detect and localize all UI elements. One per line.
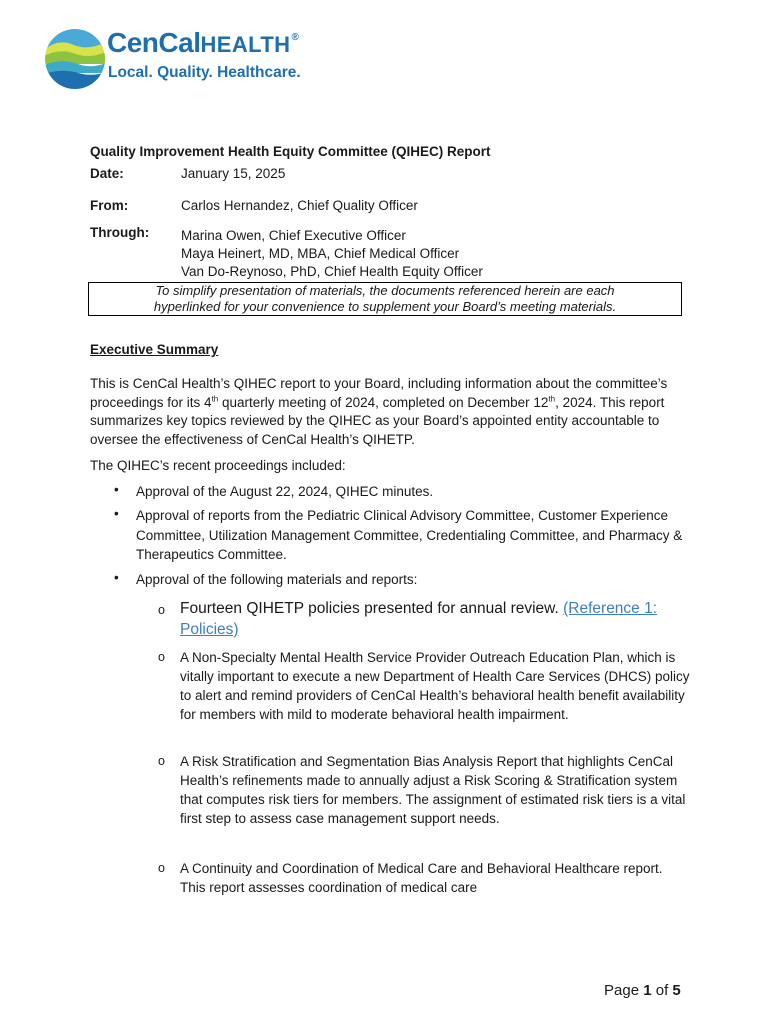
executive-summary-heading: Executive Summary xyxy=(90,342,219,357)
logo-health-text: HEALTH xyxy=(200,32,291,57)
through-label: Through: xyxy=(90,225,150,240)
bullet-marker: • xyxy=(114,482,119,497)
summary-paragraph xyxy=(90,375,690,450)
wave-logo-icon xyxy=(44,28,106,90)
cencal-health-logo xyxy=(44,28,314,92)
ordinal-suffix-2: th xyxy=(548,394,556,404)
from-label: From: xyxy=(90,198,129,213)
current-page: 1 xyxy=(643,982,652,999)
of-word: of xyxy=(655,982,669,999)
sub-bullet-marker: o xyxy=(158,603,165,617)
date-label: Date: xyxy=(90,166,124,181)
page-number xyxy=(604,982,681,999)
notice-line-2: hyperlinked for your convenience to supplement your Board’s meeting materials. xyxy=(153,299,617,314)
report-title: Quality Improvement Health Equity Committee (QIHEC) Report xyxy=(90,144,491,159)
proceedings-intro: The QIHEC’s recent proceedings included: xyxy=(90,458,346,473)
through-name-3: Van Do-Reynoso, PhD, Chief Health Equity Officer xyxy=(181,264,483,279)
registered-mark: ® xyxy=(291,32,299,43)
sub-bullet-marker: o xyxy=(158,754,165,768)
from-value: Carlos Hernandez, Chief Quality Officer xyxy=(181,198,418,213)
hyperlink-notice-box xyxy=(88,282,682,316)
logo-wordmark xyxy=(107,27,298,59)
bullet-marker: • xyxy=(114,570,119,585)
date-value: January 15, 2025 xyxy=(181,166,286,181)
logo-tagline: Local. Quality. Healthcare. xyxy=(108,64,301,81)
page-word: Page xyxy=(604,982,640,999)
summary-text-part-3: , 2024. This report summarizes key topics reviewed by the QIHEC as your Board’s appointed entity accountable to oversee the effectiveness of CenCal Health’s QIHETP. xyxy=(90,394,665,448)
bullet-marker: • xyxy=(114,506,119,521)
through-name-2: Maya Heinert, MD, MBA, Chief Medical Officer xyxy=(181,246,460,261)
bullet-item-1: Approval of the August 22, 2024, QIHEC minutes. xyxy=(136,484,434,499)
notice-line-1: To simplify presentation of materials, the documents referenced herein are each xyxy=(155,283,615,298)
reference-1-policies-link[interactable]: (Reference 1: Policies) xyxy=(180,600,658,638)
sub-item-1-text: Fourteen QIHETP policies presented for annual review. xyxy=(180,600,564,617)
bullet-item-3: Approval of the following materials and reports: xyxy=(136,572,418,587)
sub-item-1 xyxy=(180,598,690,640)
summary-text-part-2: quarterly meeting of 2024, completed on December 12 xyxy=(218,394,549,410)
logo-cencal-text: CenCal xyxy=(107,27,201,58)
sub-bullet-marker: o xyxy=(158,650,165,664)
sub-item-2: A Non-Specialty Mental Health Service Provider Outreach Education Plan, which is vitally important to execute a new Department of Health Care Services (DHCS) policy to alert and remind providers of CenCal Health’s behavioral health benefit availability for members with mild to moderate behavioral health impairment. xyxy=(180,650,690,722)
sub-item-3: A Risk Stratification and Segmentation Bias Analysis Report that highlights CenCal Health’s refinements made to annually adjust a Risk Scoring & Stratification system that computes risk tiers for members. The assignment of estimated risk tiers is a vital first step to assess case management support needs. xyxy=(180,754,686,826)
bullet-item-2: Approval of reports from the Pediatric Clinical Advisory Committee, Customer Experience Committee, Utilization Management Committee, Credentialing Committee, and Pharmacy & Therapeutics Committee. xyxy=(136,508,683,562)
through-name-1: Marina Owen, Chief Executive Officer xyxy=(181,228,406,243)
sub-bullet-marker: o xyxy=(158,861,165,875)
ordinal-suffix-1: th xyxy=(211,394,219,404)
summary-text-part-1: This is CenCal Health’s QIHEC report to your Board, including information about the committee’s proceedings for its 4 xyxy=(90,376,668,410)
sub-item-4: A Continuity and Coordination of Medical Care and Behavioral Healthcare report. This report assesses coordination of medical care xyxy=(180,861,663,895)
total-pages: 5 xyxy=(672,982,681,999)
